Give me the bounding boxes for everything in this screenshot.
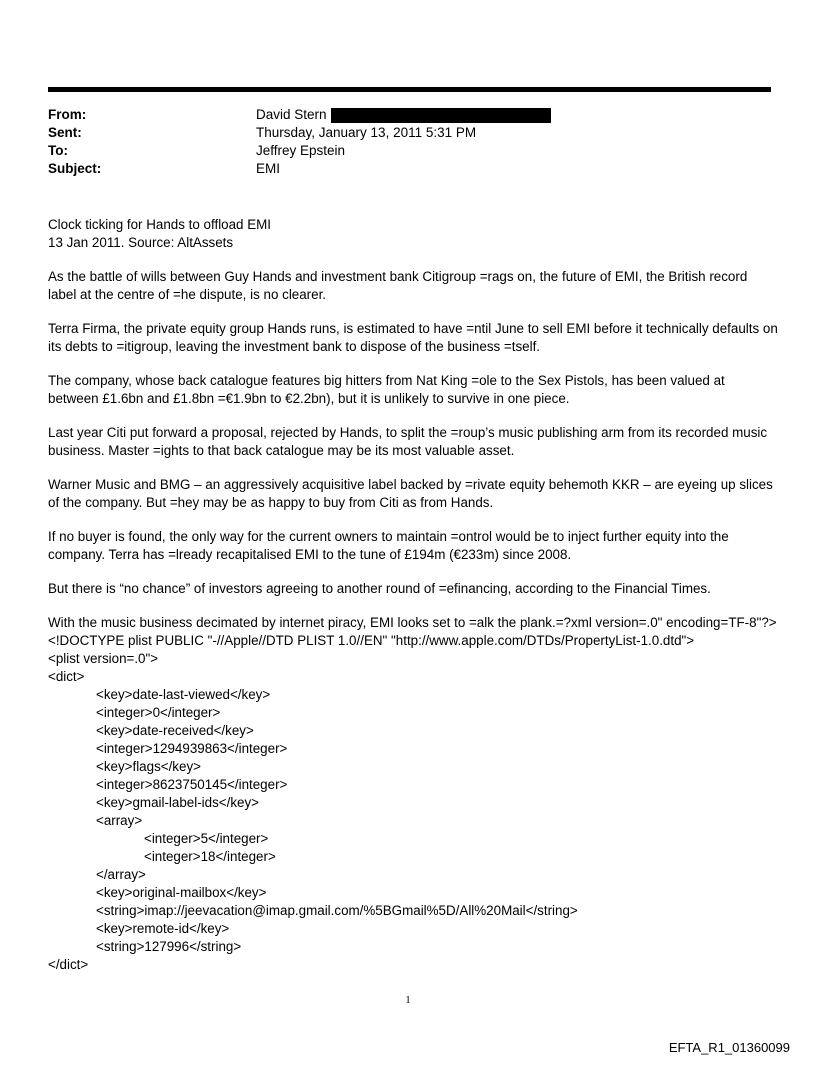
plist-block — [48, 650, 778, 974]
from-value — [256, 106, 551, 124]
redaction-bar — [331, 108, 551, 123]
body-paragraph: Warner Music and BMG – an aggressively acquisitive label backed by =rivate equity behemoth KKR – are eyeing up slices of the company. But =hey may be as happy to buy from Citi as from Hands. — [48, 477, 773, 510]
page-number: 1 — [405, 994, 411, 1006]
sent-row — [48, 124, 768, 142]
plist-line: <string>imap://jeevacation@imap.gmail.com/%5BGmail%5D/All%20Mail</string> — [96, 903, 578, 918]
header-rule — [48, 87, 771, 92]
plist-line: <key>date-last-viewed</key> — [96, 687, 271, 702]
email-body — [48, 216, 778, 974]
plist-line: </dict> — [48, 957, 89, 972]
article-dateline: 13 Jan 2011. Source: AltAssets — [48, 235, 234, 250]
plist-line: <integer>8623750145</integer> — [96, 777, 288, 792]
body-paragraph: The company, whose back catalogue features big hitters from Nat King =ole to the Sex Pistols, has been valued at between £1.6bn and £1.8bn =€1.9bn to €2.2bn), but it is unlikely to survive in one piece. — [48, 373, 725, 406]
plist-line: <integer>5</integer> — [144, 831, 269, 846]
plist-line: <integer>18</integer> — [144, 849, 276, 864]
plist-line: <key>flags</key> — [96, 759, 201, 774]
plist-line: <plist version=.0"> — [48, 651, 159, 666]
from-row — [48, 106, 768, 124]
plist-line: </array> — [96, 867, 146, 882]
from-name: David Stern — [256, 107, 327, 122]
body-paragraph: Last year Citi put forward a proposal, rejected by Hands, to split the =roup’s music publishing arm from its recorded music business. Master =ights to that back catalogue may be its most valuable asset. — [48, 425, 768, 458]
to-row — [48, 142, 768, 160]
plist-line: <integer>0</integer> — [96, 705, 221, 720]
body-paragraph: As the battle of wills between Guy Hands and investment bank Citigroup =rags on, the future of EMI, the British record label at the centre of =he dispute, is no clearer. — [48, 269, 748, 302]
plist-line: <dict> — [48, 669, 85, 684]
plist-line: <key>gmail-label-ids</key> — [96, 795, 260, 810]
sent-label: Sent: — [48, 125, 82, 140]
email-header — [48, 106, 768, 178]
to-value: Jeffrey Epstein — [256, 143, 346, 158]
subject-label: Subject: — [48, 161, 102, 176]
article-headline: Clock ticking for Hands to offload EMI — [48, 217, 272, 232]
body-paragraph: Terra Firma, the private equity group Hands runs, is estimated to have =ntil June to sell EMI before it technically defaults on its debts to =itigroup, leaving the investment bank to dispose of the business =tself. — [48, 321, 778, 354]
from-label: From: — [48, 107, 87, 122]
sent-value: Thursday, January 13, 2011 5:31 PM — [256, 125, 477, 140]
plist-line: <string>127996</string> — [96, 939, 242, 954]
subject-value: EMI — [256, 161, 281, 176]
body-paragraph: But there is “no chance” of investors agreeing to another round of =efinancing, according to the Financial Times. — [48, 581, 711, 596]
document-id: EFTA_R1_01360099 — [668, 1040, 790, 1055]
subject-row — [48, 160, 768, 178]
plist-line: <array> — [96, 813, 143, 828]
plist-line: <key>remote-id</key> — [96, 921, 230, 936]
plist-line: <integer>1294939863</integer> — [96, 741, 288, 756]
plist-line: <key>original-mailbox</key> — [96, 885, 267, 900]
final-paragraph: With the music business decimated by internet piracy, EMI looks set to =alk the plank.=?xml version=.0" encoding=TF-8"?> <!DOCTYPE plist PUBLIC "-//Apple//DTD PLIST 1.0//EN" "http://www.apple.com/DTDs/PropertyList-1.0.dtd"> — [48, 615, 777, 648]
article-intro — [48, 216, 778, 252]
to-label: To: — [48, 143, 68, 158]
plist-line: <key>date-received</key> — [96, 723, 254, 738]
body-paragraph: If no buyer is found, the only way for the current owners to maintain =ontrol would be to inject further equity into the company. Terra has =lready recapitalised EMI to the tune of £194m (€233m) since 2008. — [48, 529, 729, 562]
